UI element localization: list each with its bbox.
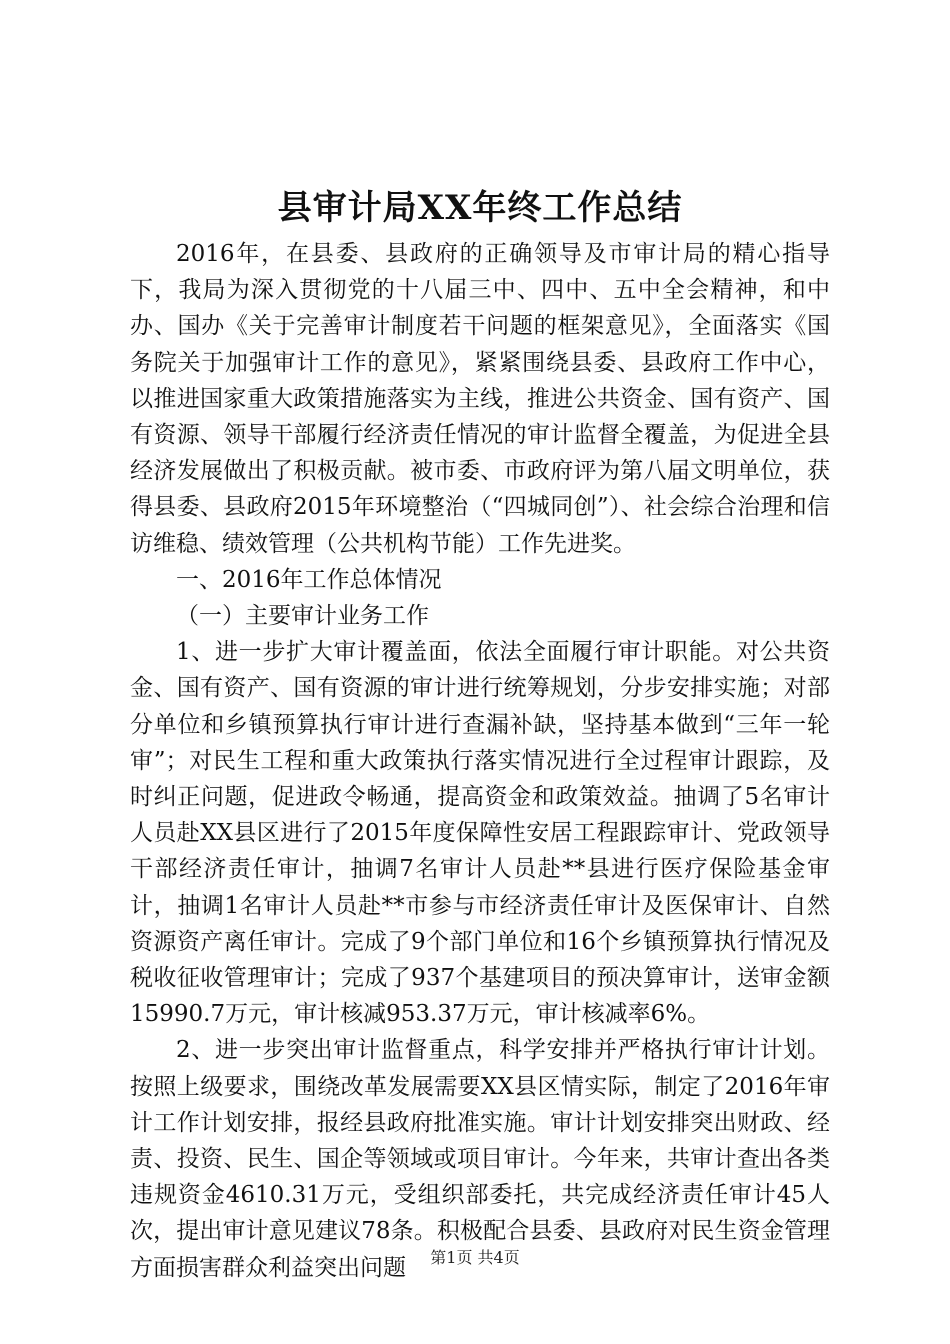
- section-heading: 一、2016年工作总体情况: [176, 566, 442, 593]
- subsection-heading: （一）主要审计业务工作: [176, 603, 429, 630]
- item-1-paragraph: 1、进一步扩大审计覆盖面，依法全面履行审计职能。对公共资金、国有资产、国有资源的审计进行统筹规划，分步安排实施；对部分单位和乡镇预算执行审计进行查漏补缺，坚持基本做到“三年一轮审”；对民生工程和重大政策执行落实情况进行全过程审计跟踪，及时纠正问题，促进政令畅通，提高资金和政策效益。抽调了5名审计人员赴XX县区进行了2015年度保障性安居工程跟踪审计、党政领导干部经济责任审计，抽调7名审计人员赴**县进行医疗保险基金审计，抽调1名审计人员赴**市参与市经济责任审计及医保审计、自然资源资产离任审计。完成了9个部门单位和16个乡镇预算执行情况及税收征收管理审计；完成了937个基建项目的预决算审计，送审金额15990.7万元，审计核减953.37万元，审计核减率6%。: [130, 639, 830, 1028]
- document-title: 县审计局XX年终工作总结: [277, 188, 683, 228]
- document-page: [130, 180, 830, 1286]
- page-footer: 第1页 共4页: [430, 1248, 520, 1267]
- item-2-paragraph: 2、进一步突出审计监督重点，科学安排并严格执行审计计划。按照上级要求，围绕改革发展需要XX县区情实际，制定了2016年审计工作计划安排，报经县政府批准实施。审计计划安排突出财政、经责、投资、民生、国企等领域或项目审计。今年来，共审计查出各类违规资金4610.31万元，受组织部委托，共完成经济责任审计45人次，提出审计意见建议78条。积极配合县委、县政府对民生资金管理方面损害群众利益突出问题: [130, 1037, 830, 1281]
- intro-paragraph: 2016年，在县委、县政府的正确领导及市审计局的精心指导下，我局为深入贯彻党的十八届三中、四中、五中全会精神，和中办、国办《关于完善审计制度若干问题的框架意见》，全面落实《国务院关于加强审计工作的意见》，紧紧围绕县委、县政府工作中心，以推进国家重大政策措施落实为主线，推进公共资金、国有资产、国有资源、领导干部履行经济责任情况的审计监督全覆盖，为促进全县经济发展做出了积极贡献。被市委、市政府评为第八届文明单位，获得县委、县政府2015年环境整治（“四城同创”）、社会综合治理和信访维稳、绩效管理（公共机构节能）工作先进奖。: [130, 241, 830, 557]
